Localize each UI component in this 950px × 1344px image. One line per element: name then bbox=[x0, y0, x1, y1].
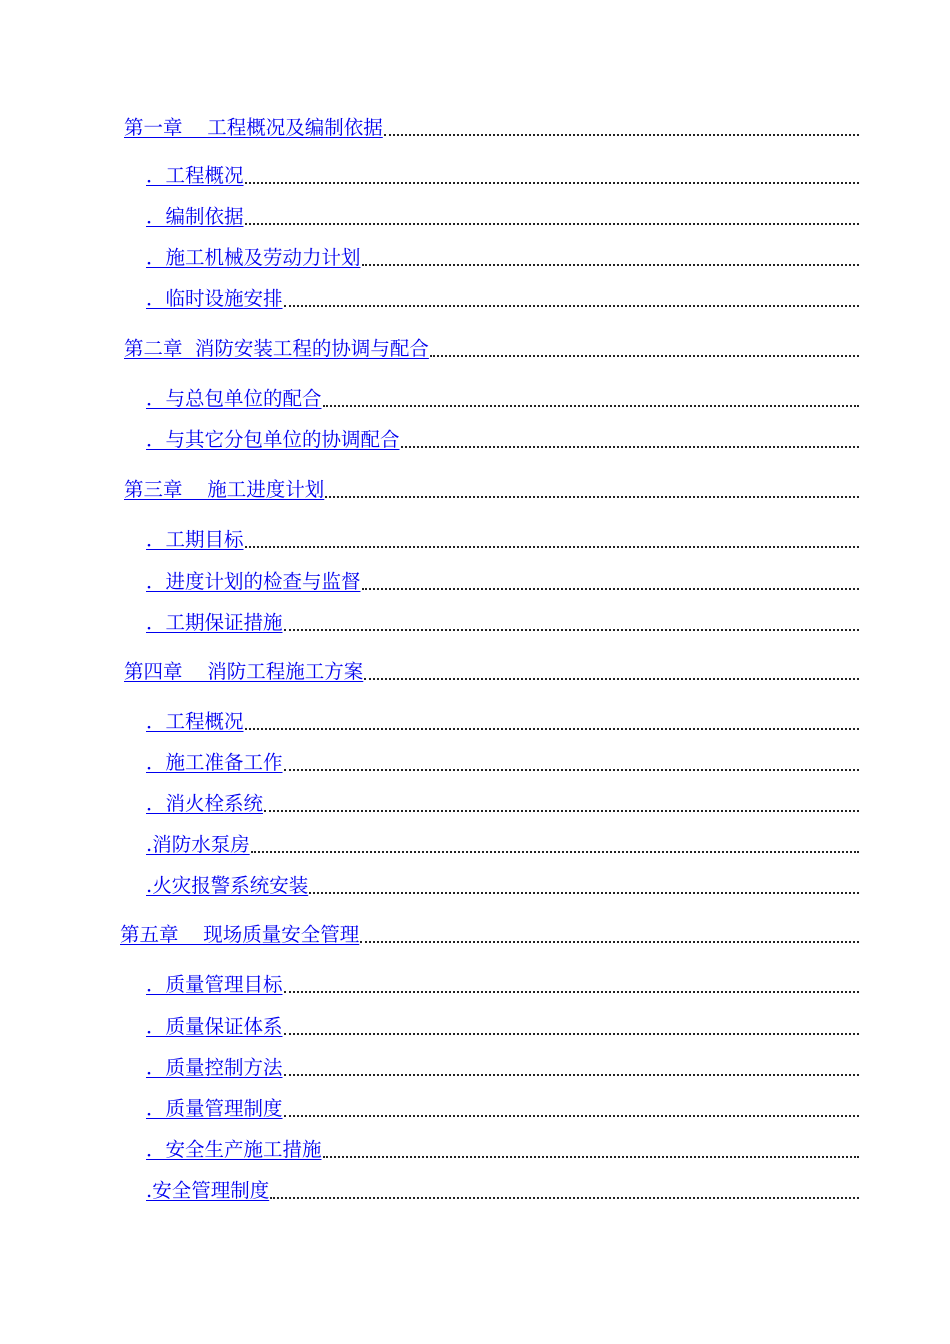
dot-leader bbox=[364, 677, 859, 680]
toc-entry-section[interactable] bbox=[146, 870, 859, 898]
dot-leader bbox=[401, 445, 859, 448]
toc-link[interactable]: ．质量保证体系 bbox=[146, 1015, 283, 1038]
toc-link[interactable]: ．与其它分包单位的协调配合 bbox=[146, 428, 400, 451]
toc-link[interactable]: ．工期保证措施 bbox=[146, 611, 283, 634]
toc-entry-section[interactable] bbox=[146, 566, 859, 594]
toc-entry-section[interactable] bbox=[146, 706, 859, 734]
dot-leader bbox=[245, 727, 859, 730]
toc-entry-section[interactable] bbox=[146, 747, 859, 775]
toc-entry-chapter-4[interactable] bbox=[124, 656, 859, 684]
toc-entry-section[interactable] bbox=[146, 1052, 859, 1080]
toc-entry-section[interactable] bbox=[146, 788, 859, 816]
dot-leader bbox=[251, 850, 859, 853]
toc-link[interactable]: 第三章 施工进度计划 bbox=[124, 478, 325, 501]
dot-leader bbox=[264, 809, 859, 812]
dot-leader bbox=[284, 1032, 859, 1035]
dot-leader bbox=[362, 587, 859, 590]
toc-entry-section[interactable] bbox=[146, 283, 859, 311]
toc-entry-section[interactable] bbox=[146, 242, 859, 270]
toc-entry-chapter-1[interactable] bbox=[124, 112, 859, 140]
dot-leader bbox=[323, 404, 859, 407]
toc-link[interactable]: ．质量管理目标 bbox=[146, 973, 283, 996]
dot-leader bbox=[384, 133, 859, 136]
dot-leader bbox=[245, 545, 859, 548]
dot-leader bbox=[284, 768, 859, 771]
dot-leader bbox=[323, 1155, 859, 1158]
toc-link[interactable]: ．与总包单位的配合 bbox=[146, 387, 322, 410]
dot-leader bbox=[245, 222, 859, 225]
toc-link[interactable]: ．工程概况 bbox=[146, 164, 244, 187]
toc-entry-chapter-5[interactable] bbox=[120, 919, 859, 947]
dot-leader bbox=[284, 1073, 859, 1076]
dot-leader bbox=[284, 990, 859, 993]
dot-leader bbox=[284, 304, 859, 307]
toc-link[interactable]: 第一章 工程概况及编制依据 bbox=[124, 116, 383, 139]
toc-link[interactable]: ．施工准备工作 bbox=[146, 751, 283, 774]
dot-leader bbox=[284, 1114, 859, 1117]
toc-link[interactable]: ．编制依据 bbox=[146, 205, 244, 228]
toc-entry-section[interactable] bbox=[146, 829, 859, 857]
toc-link[interactable]: ．工程概况 bbox=[146, 710, 244, 733]
toc-link[interactable]: ．临时设施安排 bbox=[146, 287, 283, 310]
toc-entry-section[interactable] bbox=[146, 1093, 859, 1121]
toc-entry-section[interactable] bbox=[146, 969, 859, 997]
dot-leader bbox=[362, 263, 859, 266]
toc-link[interactable]: ．工期目标 bbox=[146, 528, 244, 551]
toc-entry-section[interactable] bbox=[146, 160, 859, 188]
toc-entry-section[interactable] bbox=[146, 607, 859, 635]
toc-link[interactable]: ．进度计划的检查与监督 bbox=[146, 570, 361, 593]
dot-leader bbox=[284, 628, 859, 631]
toc-link[interactable]: ．质量控制方法 bbox=[146, 1056, 283, 1079]
toc-link[interactable]: ．施工机械及劳动力计划 bbox=[146, 246, 361, 269]
toc-link[interactable]: ．安全生产施工措施 bbox=[146, 1138, 322, 1161]
toc-entry-chapter-2[interactable] bbox=[124, 333, 859, 361]
toc-entry-section[interactable] bbox=[146, 1011, 859, 1039]
dot-leader bbox=[309, 891, 859, 894]
toc-entry-section[interactable] bbox=[146, 1134, 859, 1162]
toc-entry-section[interactable] bbox=[146, 201, 859, 229]
dot-leader bbox=[360, 940, 859, 943]
dot-leader bbox=[430, 354, 859, 357]
toc-entry-section[interactable] bbox=[146, 524, 859, 552]
toc-entry-section[interactable] bbox=[146, 424, 859, 452]
toc-link[interactable]: 第二章 消防安装工程的协调与配合 bbox=[124, 337, 429, 360]
dot-leader bbox=[325, 495, 859, 498]
toc-entry-section[interactable] bbox=[146, 1175, 859, 1203]
dot-leader bbox=[245, 181, 859, 184]
toc-link[interactable]: .安全管理制度 bbox=[146, 1179, 270, 1202]
toc-link[interactable]: 第五章 现场质量安全管理 bbox=[120, 923, 360, 946]
toc-entry-chapter-3[interactable] bbox=[124, 474, 859, 502]
toc-link[interactable]: .火灾报警系统安装 bbox=[146, 874, 309, 897]
toc-link[interactable]: 第四章 消防工程施工方案 bbox=[124, 660, 364, 683]
toc-link[interactable]: .消防水泵房 bbox=[146, 833, 250, 856]
toc-link[interactable]: ．质量管理制度 bbox=[146, 1097, 283, 1120]
dot-leader bbox=[270, 1196, 859, 1199]
toc-entry-section[interactable] bbox=[146, 383, 859, 411]
toc-link[interactable]: ．消火栓系统 bbox=[146, 792, 264, 815]
